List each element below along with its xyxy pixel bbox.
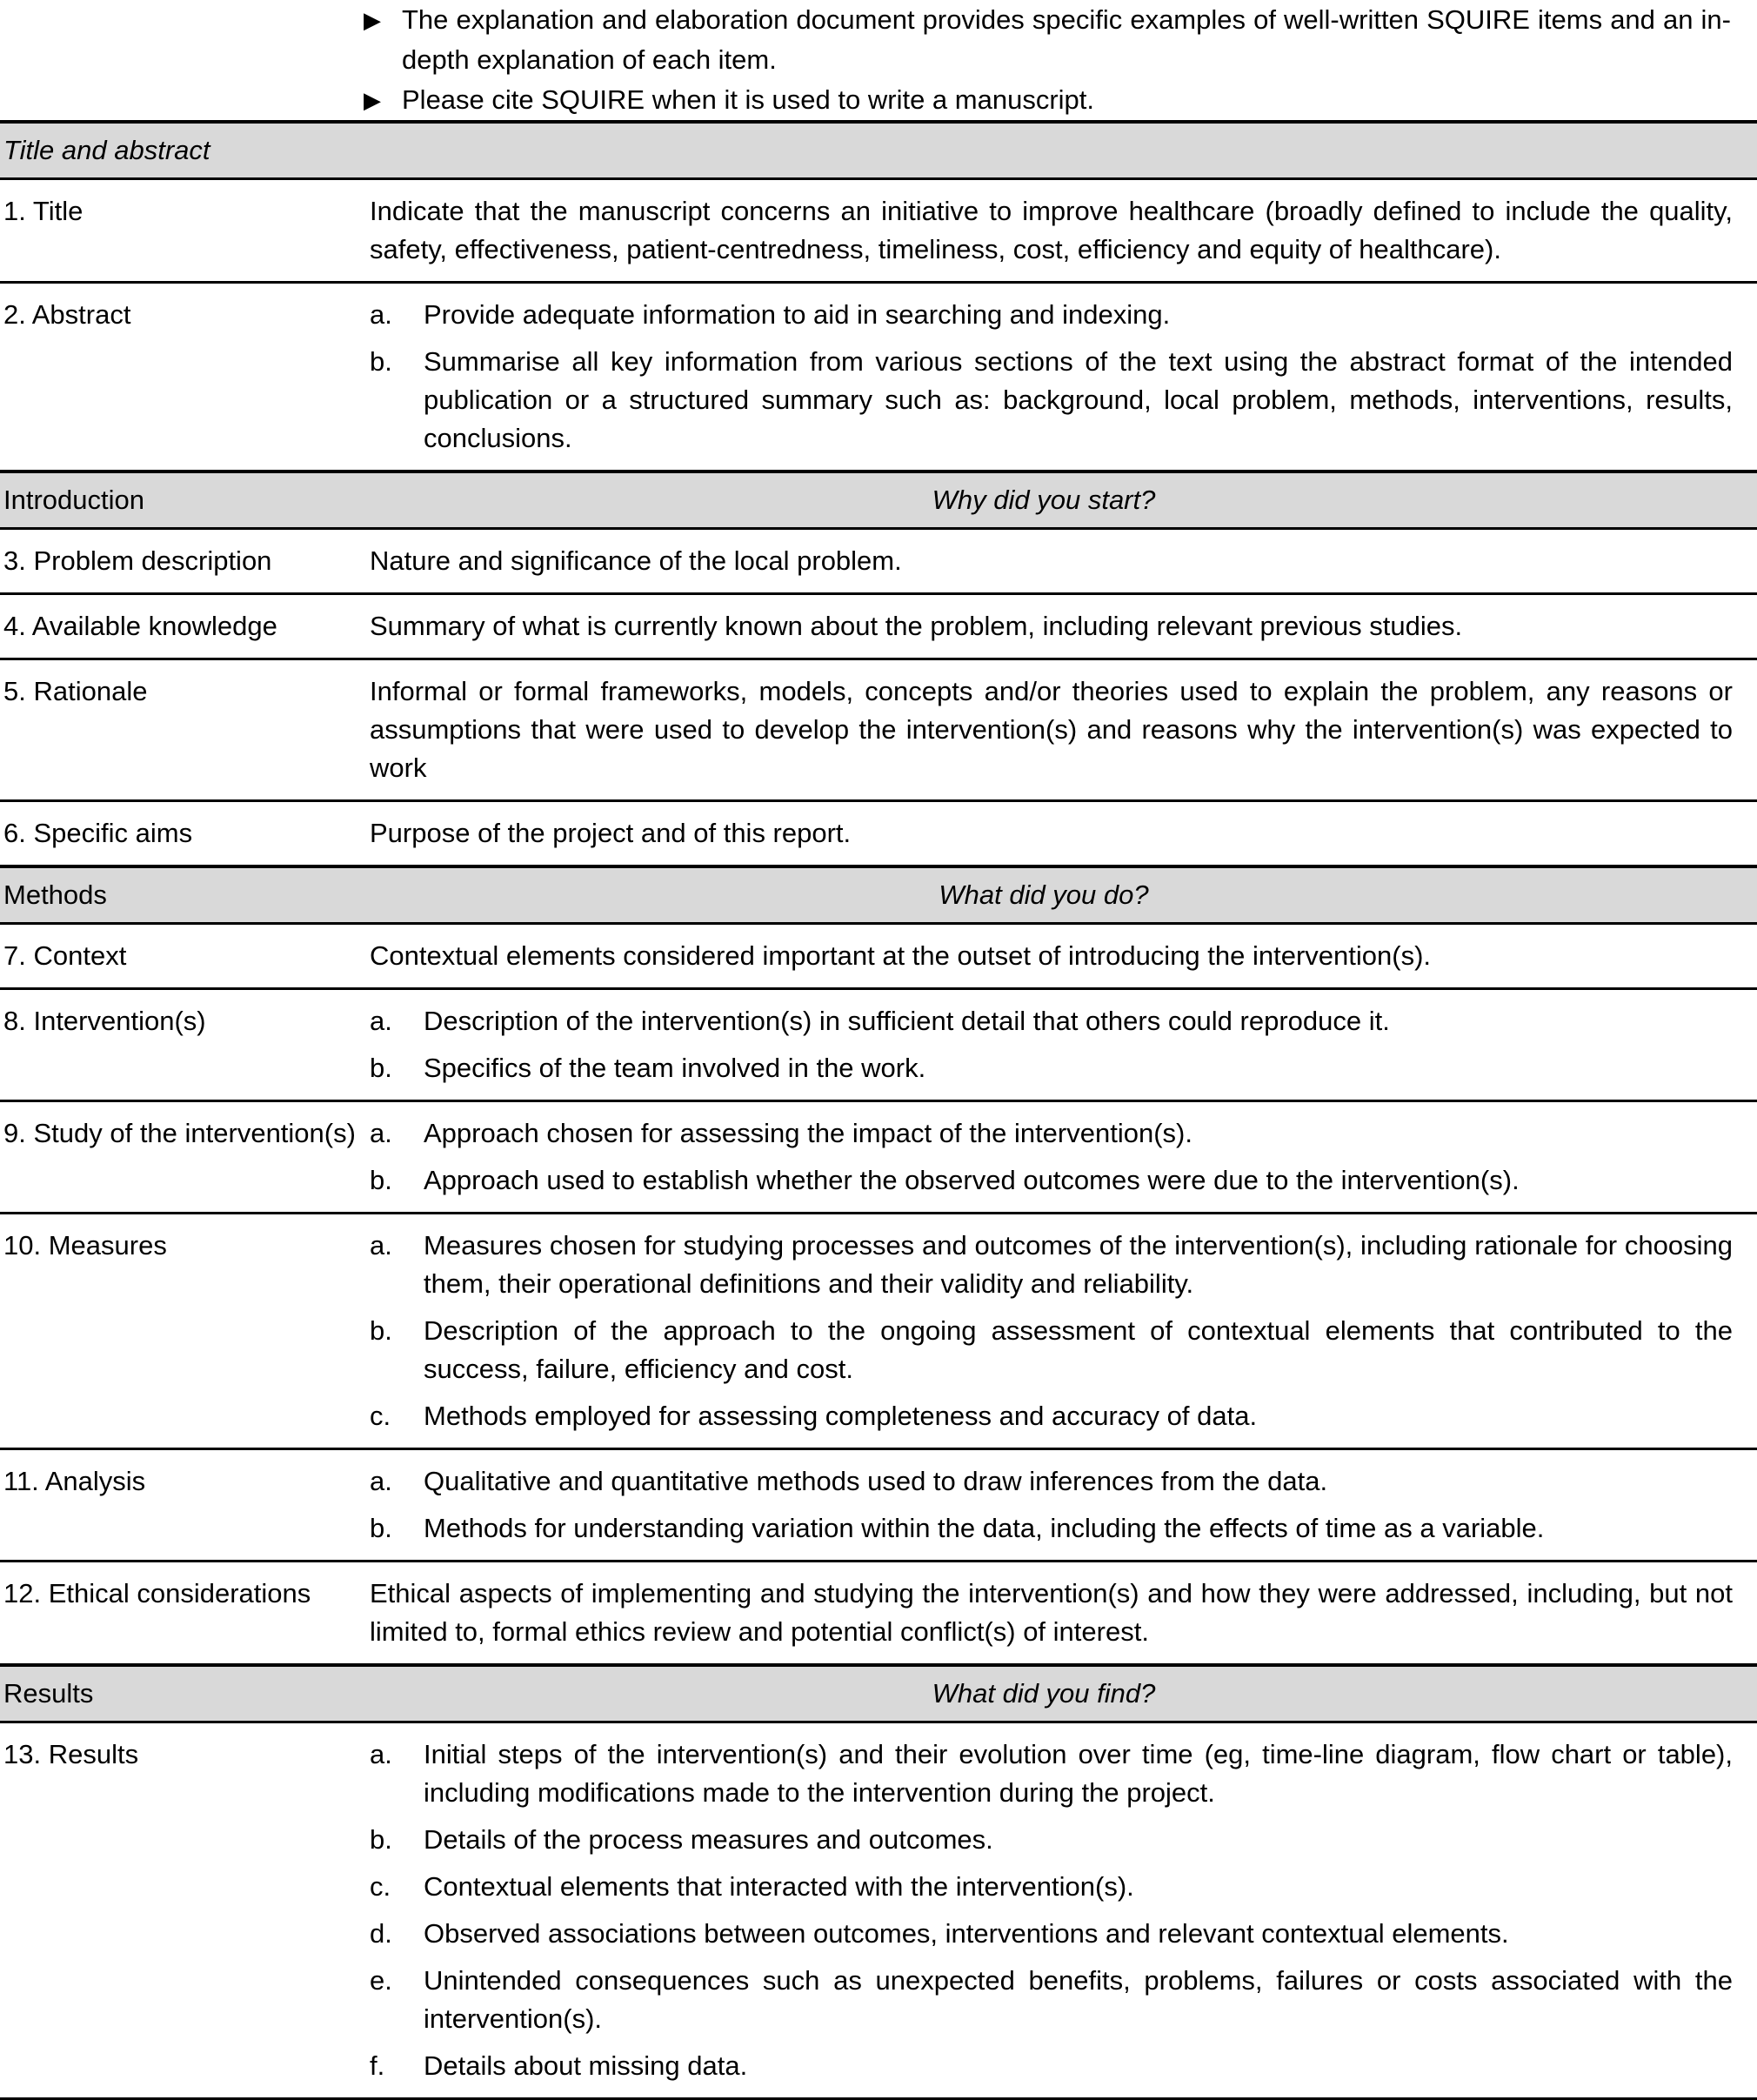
section-header-cell [0, 866, 1757, 924]
item-sublist-entry [370, 1736, 1733, 1812]
item-sublist-entry [370, 1509, 1733, 1548]
squire-guideline-table [0, 120, 1757, 2097]
sublist-text: Approach used to establish whether the observed outcomes were due to the intervention(s). [424, 1165, 1520, 1195]
guideline-item-row [0, 659, 1757, 801]
sublist-marker: f. [370, 2050, 385, 2081]
item-number-label: 7. Context [3, 940, 127, 971]
item-sublist-entry [370, 1397, 1733, 1435]
item-sublist-entry [370, 296, 1733, 334]
item-sublist [370, 1462, 1733, 1548]
item-number-label: 2. Abstract [0, 283, 370, 472]
item-number-label: 5. Rationale [0, 659, 370, 801]
guideline-item-row [0, 1101, 1757, 1214]
item-paragraph: Summary of what is currently known about the problem, including relevant previous studies. [370, 611, 1463, 641]
section-header-inner [0, 124, 1757, 177]
section-question: Why did you start? [932, 485, 1156, 515]
intro-bullet-text: The explanation and elaboration document provides specific examples of well-written SQUIRE items and an in-depth explanation of each item. [402, 4, 1731, 75]
guideline-item-row [0, 989, 1757, 1101]
guideline-item-row [0, 1449, 1757, 1562]
guideline-item-row [0, 179, 1757, 283]
item-description-cell [370, 924, 1757, 989]
guideline-item-row [0, 283, 1757, 472]
item-description-cell [370, 1722, 1757, 2098]
section-header-inner [0, 473, 1757, 527]
item-paragraph: Informal or formal frameworks, models, concepts and/or theories used to explain the problem, any reasons or assumptions that were used to develop the intervention(s) and reasons why the intervention(s) was expected to work [370, 676, 1733, 783]
sublist-marker: a. [370, 1230, 392, 1261]
triangle-bullet-icon: ▶ [364, 7, 381, 33]
item-number-label: 11. Analysis [0, 1449, 370, 1562]
item-description-cell [370, 989, 1757, 1101]
section-header-inner [0, 1667, 1757, 1721]
sublist-text: Methods for understanding variation within the data, including the effects of time as a variable. [424, 1513, 1545, 1543]
guideline-item-row [0, 1562, 1757, 1666]
item-number-label: 8. Intervention(s) [0, 989, 370, 1101]
intro-bullet-item [0, 0, 1757, 80]
sublist-marker: a. [370, 1118, 392, 1148]
item-number-label: 6. Specific aims [0, 801, 370, 867]
sublist-marker: a. [370, 1739, 392, 1769]
sublist-marker: b. [370, 1513, 392, 1543]
intro-bullet-item [0, 80, 1757, 120]
intro-bullet-text: Please cite SQUIRE when it is used to write a manuscript. [402, 84, 1094, 115]
sublist-text: Details of the process measures and outcomes. [424, 1824, 993, 1855]
item-sublist-entry [370, 343, 1733, 458]
item-description-cell [370, 529, 1757, 594]
item-sublist [370, 1114, 1733, 1200]
section-question: What did you do? [939, 879, 1149, 910]
guideline-item-row [0, 1722, 1757, 2098]
item-number-label: 3. Problem description [3, 545, 272, 576]
guideline-item-row [0, 1214, 1757, 1449]
sublist-text: Details about missing data. [424, 2050, 748, 2081]
section-title: Results [3, 1678, 94, 1709]
item-description-cell [370, 594, 1757, 659]
section-header-inner [0, 868, 1757, 922]
item-number-label: 12. Ethical considerations [0, 1562, 370, 1666]
section-header-cell [0, 1665, 1757, 1722]
section-title: Introduction [3, 485, 144, 515]
section-header-row-methods [0, 866, 1757, 924]
sublist-marker: b. [370, 1824, 392, 1855]
sublist-text: Description of the approach to the ongoing assessment of contextual elements that contributed to the success, failure, efficiency and cost. [424, 1315, 1733, 1384]
sublist-marker: a. [370, 1466, 392, 1496]
section-header-row-introduction [0, 471, 1757, 529]
item-number-label: 4. Available knowledge [0, 594, 370, 659]
item-number-label: 1. Title [3, 196, 84, 226]
section-header-row-results [0, 1665, 1757, 1722]
item-sublist-entry [370, 1002, 1733, 1040]
sublist-marker: b. [370, 1315, 392, 1346]
sublist-marker: a. [370, 299, 392, 330]
sublist-text: Qualitative and quantitative methods used to draw inferences from the data. [424, 1466, 1328, 1496]
item-description-cell [370, 1449, 1757, 1562]
guideline-item-row [0, 529, 1757, 594]
item-paragraph: Ethical aspects of implementing and studying the intervention(s) and how they were addressed, including, but not limited to, formal ethics review and potential conflict(s) of interest. [370, 1578, 1733, 1647]
item-description-cell [370, 1562, 1757, 1666]
item-sublist-entry [370, 1962, 1733, 2038]
sublist-marker: c. [370, 1401, 391, 1431]
item-description-cell [370, 1101, 1757, 1214]
guideline-item-row [0, 594, 1757, 659]
item-sublist-entry [370, 1227, 1733, 1303]
sublist-marker: b. [370, 346, 392, 377]
item-sublist-entry [370, 1312, 1733, 1388]
item-paragraph: Purpose of the project and of this report. [370, 818, 852, 848]
item-description-cell [370, 1214, 1757, 1449]
item-paragraph: Nature and significance of the local problem. [370, 545, 902, 576]
sublist-text: Summarise all key information from various sections of the text using the abstract format of the intended publication or a structured summary such as: background, local problem, methods, interventions, results, conclusions. [424, 346, 1733, 453]
item-sublist [370, 1227, 1733, 1435]
item-description-cell [370, 179, 1757, 283]
sublist-marker: c. [370, 1871, 391, 1902]
item-sublist-entry [370, 1915, 1733, 1953]
item-description-cell [370, 659, 1757, 801]
sublist-text: Approach chosen for assessing the impact of the intervention(s). [424, 1118, 1192, 1148]
item-paragraph: Contextual elements considered important at the outset of introducing the intervention(s). [370, 940, 1432, 971]
item-description-cell [370, 283, 1757, 472]
item-number-label: 10. Measures [0, 1214, 370, 1449]
item-description-cell [370, 801, 1757, 867]
item-sublist-entry [370, 1868, 1733, 1906]
item-sublist-entry [370, 1049, 1733, 1087]
item-paragraph: Indicate that the manuscript concerns an initiative to improve healthcare (broadly defined to include the quality, safety, effectiveness, patient-centredness, timeliness, cost, efficiency and equity of healthcare). [370, 196, 1733, 264]
item-number-label: 13. Results [3, 1739, 139, 1769]
item-sublist-entry [370, 1161, 1733, 1200]
item-sublist-entry [370, 1821, 1733, 1859]
sublist-text: Provide adequate information to aid in searching and indexing. [424, 299, 1171, 330]
sublist-marker: a. [370, 1006, 392, 1036]
sublist-marker: b. [370, 1165, 392, 1195]
item-number-label: 9. Study of the intervention(s) [0, 1101, 370, 1214]
sublist-text: Observed associations between outcomes, interventions and relevant contextual elements. [424, 1918, 1509, 1949]
section-header-cell [0, 471, 1757, 529]
item-sublist-entry [370, 1114, 1733, 1153]
item-sublist-entry [370, 2047, 1733, 2085]
item-sublist-entry [370, 1462, 1733, 1501]
section-question: What did you find? [932, 1678, 1156, 1709]
guideline-item-row [0, 801, 1757, 867]
sublist-text: Unintended consequences such as unexpected benefits, problems, failures or costs associated with the intervention(s). [424, 1965, 1733, 2034]
sublist-text: Initial steps of the intervention(s) and their evolution over time (eg, time-line diagram, flow chart or table), including modifications made to the intervention during the project. [424, 1739, 1733, 1808]
sublist-marker: e. [370, 1965, 392, 1996]
sublist-text: Contextual elements that interacted with the intervention(s). [424, 1871, 1134, 1902]
sublist-marker: b. [370, 1053, 392, 1083]
section-title: Methods [3, 879, 107, 910]
item-sublist [370, 296, 1733, 458]
section-header-row-title-and-abstract [0, 122, 1757, 179]
sublist-text: Measures chosen for studying processes and outcomes of the intervention(s), including rationale for choosing them, their operational definitions and their validity and reliability. [424, 1230, 1733, 1299]
item-sublist [370, 1002, 1733, 1087]
section-title: Title and abstract [3, 135, 210, 165]
guideline-item-row [0, 924, 1757, 989]
triangle-bullet-icon: ▶ [364, 87, 381, 113]
sublist-text: Specifics of the team involved in the work. [424, 1053, 926, 1083]
intro-bullet-list [0, 0, 1757, 120]
section-header-cell [0, 122, 1757, 179]
sublist-text: Description of the intervention(s) in sufficient detail that others could reproduce it. [424, 1006, 1390, 1036]
sublist-marker: d. [370, 1918, 392, 1949]
item-sublist [370, 1736, 1733, 2085]
sublist-text: Methods employed for assessing completeness and accuracy of data. [424, 1401, 1258, 1431]
